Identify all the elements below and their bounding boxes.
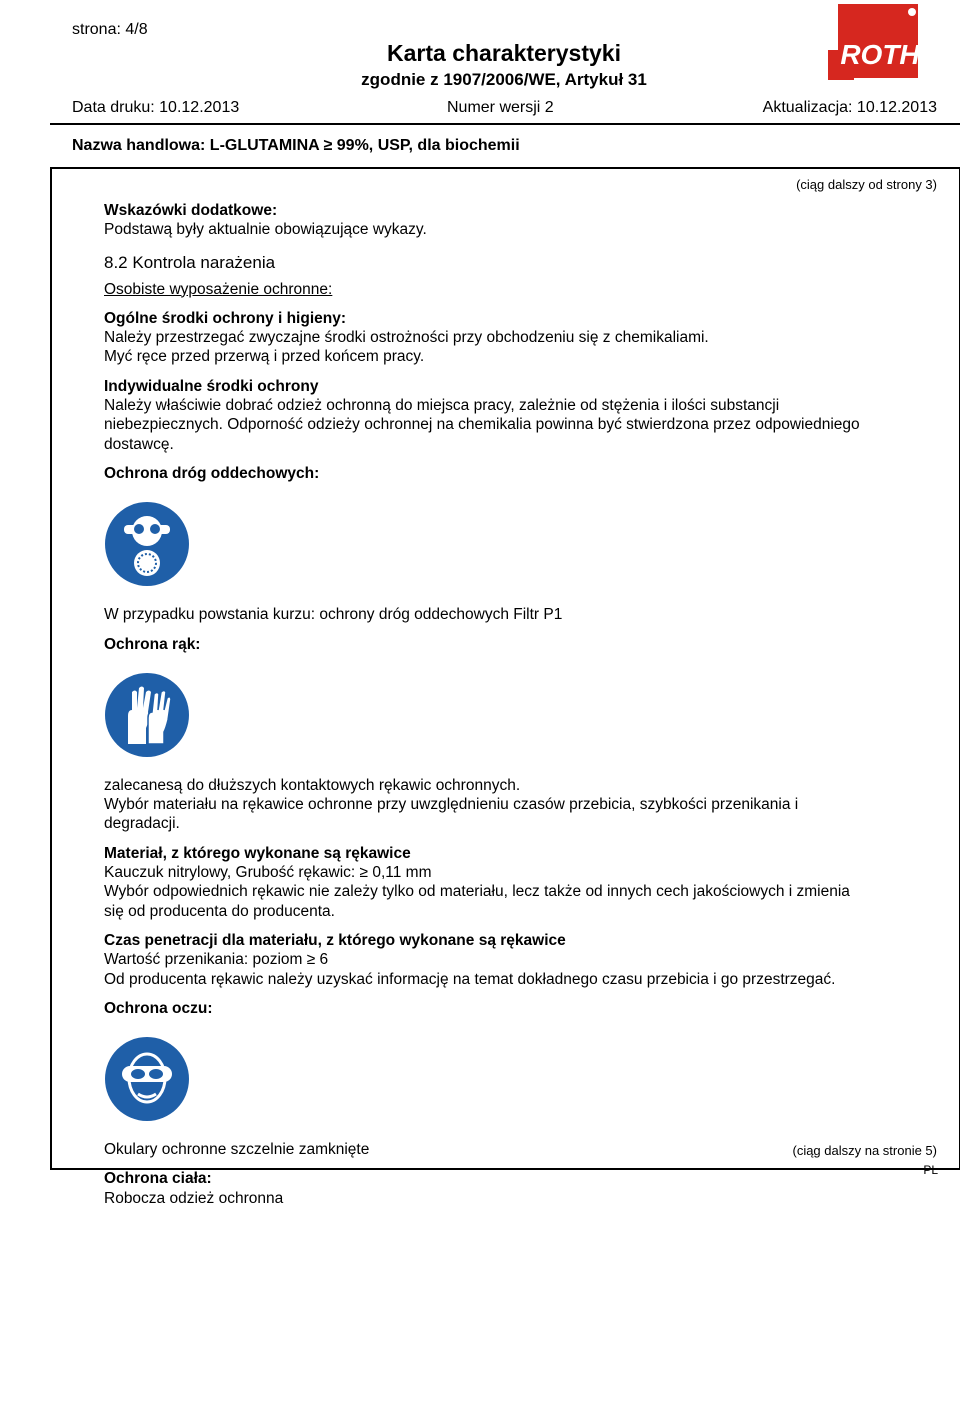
respiratory-heading: Ochrona dróg oddechowych: — [104, 464, 320, 482]
gloves-icon — [104, 672, 190, 758]
update-date: Aktualizacja: 10.12.2013 — [762, 99, 937, 116]
product-name: Nazwa handlowa: L-GLUTAMINA ≥ 99%, USP, dla biochemii — [72, 137, 520, 154]
individual-line: niebezpiecznych. Odporność odzieży ochronnej na chemikalia powinna być stwierdzona przez odpowiedniego — [104, 416, 860, 434]
section-content — [104, 201, 939, 1208]
goggles-icon — [104, 1036, 190, 1122]
hygiene-line: Myć ręce przed przerwą i przed końcem pracy. — [104, 348, 425, 366]
respirator-icon — [104, 501, 190, 587]
document-title: Karta charakterystyki — [387, 40, 621, 66]
hand-heading: Ochrona rąk: — [104, 635, 201, 653]
hand-line: Wybór materiału na rękawice ochronne przy uwzględnieniu czasów przebicia, szybkości przenikania i — [104, 796, 799, 814]
body-protection-text: Robocza odzież ochronna — [104, 1189, 284, 1207]
individual-heading: Indywidualne środki ochrony — [104, 377, 319, 395]
individual-line: Należy właściwie dobrać odzież ochronną do miejsca pracy, zależnie od stężenia i ilości substancji — [104, 397, 780, 415]
continued-to: (ciąg dalszy na stronie 5) — [792, 1143, 937, 1158]
material-line: Wybór odpowiednich rękawic nie zależy tylko od materiału, lecz także od innych cech jakościowych i zmienia — [104, 883, 850, 901]
eye-heading: Ochrona oczu: — [104, 999, 213, 1017]
hand-line: zalecanesą do dłuższych kontaktowych rękawic ochronnych. — [104, 776, 521, 794]
body-protection-heading: Ochrona ciała: — [104, 1170, 212, 1188]
material-heading: Materiał, z którego wykonane są rękawice — [104, 844, 411, 862]
penetration-heading: Czas penetracji dla materiału, z którego wykonane są rękawice — [104, 931, 566, 949]
additional-text: Podstawą były aktualnie obowiązujące wykazy. — [104, 221, 427, 239]
roth-logo — [828, 4, 920, 80]
personal-protection-heading: Osobiste wyposażenie ochronne: — [104, 280, 333, 298]
document-subtitle: zgodnie z 1907/2006/WE, Artykuł 31 — [361, 70, 647, 89]
penetration-line: Wartość przenikania: poziom ≥ 6 — [104, 951, 329, 969]
hand-line: degradacji. — [104, 815, 180, 833]
hygiene-line: Należy przestrzegać zwyczajne środki ostrożności przy obchodzeniu się z chemikaliami. — [104, 329, 709, 347]
continued-from: (ciąg dalszy od strony 3) — [796, 177, 937, 192]
header-divider — [50, 123, 960, 125]
additional-heading: Wskazówki dodatkowe: — [104, 202, 278, 219]
language-code: PL — [923, 1163, 938, 1177]
hygiene-heading: Ogólne środki ochrony i higieny: — [104, 309, 346, 327]
respiratory-text: W przypadku powstania kurzu: ochrony dróg oddechowych Filtr P1 — [104, 606, 563, 624]
logo-text: ROTH — [840, 39, 920, 70]
page-number: strona: 4/8 — [72, 21, 148, 38]
eye-text: Okulary ochronne szczelnie zamknięte — [104, 1141, 370, 1159]
print-date: Data druku: 10.12.2013 — [72, 99, 240, 116]
version-number: Numer wersji 2 — [447, 99, 554, 116]
section-title: 8.2 Kontrola narażenia — [104, 252, 276, 272]
penetration-line: Od producenta rękawic należy uzyskać informację na temat dokładnego czasu przebicia i go przestrzegać. — [104, 970, 836, 988]
material-line: Kauczuk nitrylowy, Grubość rękawic: ≥ 0,11 mm — [104, 864, 432, 882]
material-line: się od producenta do producenta. — [104, 902, 335, 920]
individual-line: dostawcę. — [104, 435, 174, 453]
